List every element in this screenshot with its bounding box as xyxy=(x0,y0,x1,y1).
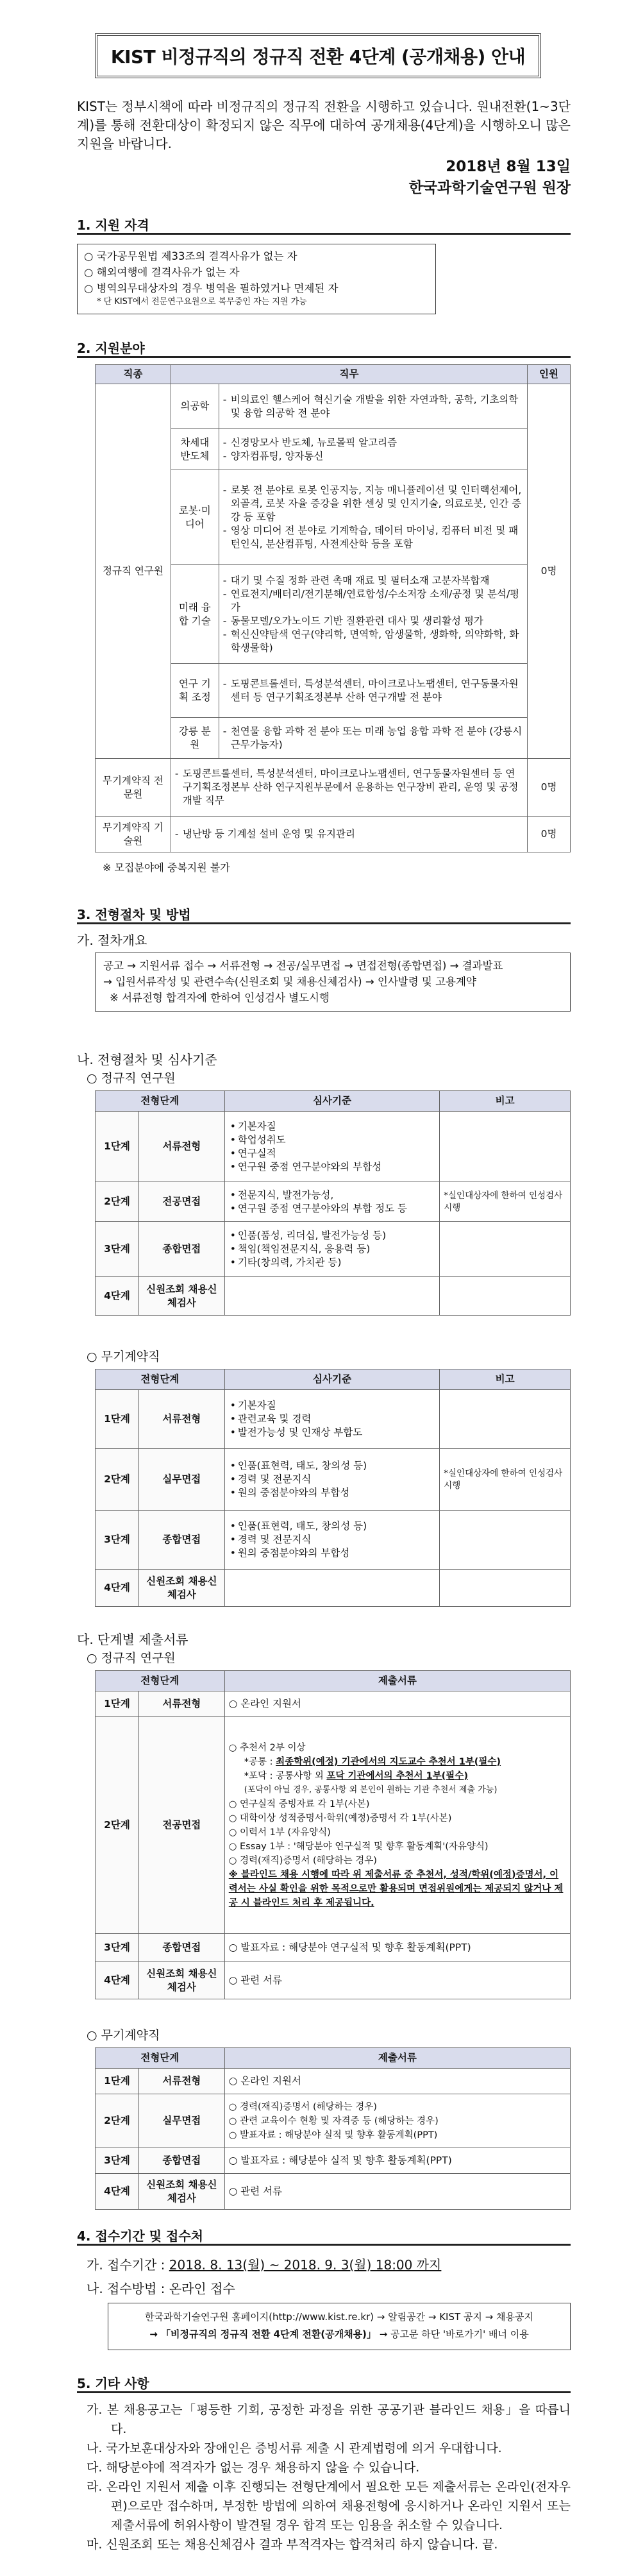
field-name: 미래 융합 기술 xyxy=(171,565,219,664)
job-tech: 무기계약직 기술원 xyxy=(96,817,171,852)
document-item: ○ 발표자료 : 해당분야 연구실적 및 향후 활동계획(PPT) xyxy=(224,1934,570,1962)
no-duplicate-note: ※ 모집분야에 중복지원 불가 xyxy=(103,861,230,874)
stage-remark: *실인대상자에 한하여 인성검사 시행 xyxy=(440,1182,571,1222)
document-item: ○ 온라인 지원서 xyxy=(224,1691,570,1717)
regular-criteria-table xyxy=(95,1090,571,1316)
document-subitem: (포닥이 아닐 경우, 공통사항 외 본인이 원하는 기관 추천서 제출 가능) xyxy=(244,1784,498,1795)
note-item: 다. 해당분야에 적격자가 없는 경우 채용하지 않을 수 있습니다. xyxy=(87,2461,420,2475)
permanent-documents-table xyxy=(95,2047,571,2210)
stage-number: 2단계 xyxy=(96,2094,139,2148)
stage-number: 4단계 xyxy=(96,2174,139,2210)
stage-name: 실무면접 xyxy=(138,2094,224,2148)
stage-number: 2단계 xyxy=(96,1449,139,1511)
section-1-heading: 1. 지원 자격 xyxy=(77,215,149,233)
criteria-item: • 학업성취도 xyxy=(229,1133,436,1147)
criteria-item: • 발전가능성 및 인재상 부합도 xyxy=(229,1426,436,1439)
criteria-item: • 책임(책임전문지식, 응용력 등) xyxy=(229,1242,436,1256)
stage-number: 3단계 xyxy=(96,1934,139,1962)
eligibility-item: ○ 병역의무대상자의 경우 병역을 필하였거나 면제된 자 xyxy=(84,282,339,294)
stage-name: 종합면접 xyxy=(138,1222,224,1277)
header-stage: 전형단계 xyxy=(96,1671,225,1691)
field-name: 연구 기획 조정 xyxy=(171,664,219,718)
document-subitem: *공통 : 최종학위(예정) 기관에서의 지도교수 추천서 1부(필수) xyxy=(244,1756,501,1767)
job-admin: 무기계약직 전문원 xyxy=(96,759,171,817)
stage-name: 전공면접 xyxy=(138,1717,224,1934)
duty-item: - 신경망모사 반도체, 뉴로몰픽 알고리즘 xyxy=(223,436,523,450)
stage-name: 서류전형 xyxy=(138,1390,224,1449)
duty-item: - 천연물 융합 과학 전 분야 또는 미래 농업 융합 과학 전 분야 (강릉시 근무가능자) xyxy=(223,725,523,752)
duty-item: - 양자컴퓨팅, 양자통신 xyxy=(223,450,523,463)
section-2-heading: 2. 지원분야 xyxy=(77,338,145,357)
permanent-criteria-table xyxy=(95,1369,571,1607)
criteria-item: • 기본자질 xyxy=(229,1399,436,1412)
eligibility-item: ○ 국가공무원법 제33조의 결격사유가 없는 자 xyxy=(84,250,297,262)
stage-name: 전공면접 xyxy=(138,1182,224,1222)
criteria-item: • 연구실적 xyxy=(229,1147,436,1160)
notice-date: 2018년 8월 13일 xyxy=(446,158,571,175)
header-criteria: 심사기준 xyxy=(224,1369,440,1390)
header-stage: 전형단계 xyxy=(96,2048,225,2069)
document-item: ○ 추천서 2부 이상 xyxy=(228,1742,306,1753)
criteria-item: • 전문지식, 발전가능성, xyxy=(229,1189,436,1202)
criteria-item: • 인품(품성, 리더십, 발전가능성 등) xyxy=(229,1229,436,1242)
other-notes xyxy=(87,2400,571,2554)
criteria-item: • 연구원 중점 연구분야와의 부합 정도 등 xyxy=(229,1202,436,1216)
duty-item: - 대기 및 수질 정화 관련 촉매 재료 및 필터소재 고분자복합재 xyxy=(223,574,523,588)
stage-number: 3단계 xyxy=(96,1511,139,1570)
eligibility-item: ○ 해외여행에 결격사유가 없는 자 xyxy=(84,266,240,278)
header-duty: 직무 xyxy=(171,365,527,384)
criteria-item: • 인품(표현력, 태도, 창의성 등) xyxy=(229,1459,436,1473)
field-name: 강릉 분원 xyxy=(171,718,219,759)
header-documents: 제출서류 xyxy=(224,2048,570,2069)
stage-number: 1단계 xyxy=(96,2069,139,2094)
header-remarks: 비고 xyxy=(440,1369,571,1390)
document-item: ○ 발표자료 : 해당분야 실적 및 향후 활동계획(PPT) xyxy=(228,2130,438,2140)
page-title: KIST 비정규직의 정규직 전환 4단계 (공개채용) 안내 xyxy=(95,33,541,78)
flow-note: ※ 서류전형 합격자에 한하여 인성검사 별도시행 xyxy=(110,992,330,1004)
stage-remark: *실인대상자에 한하여 인성검사 시행 xyxy=(440,1449,571,1511)
eligibility-box xyxy=(77,244,436,314)
document-item: ○ 관련 서류 xyxy=(224,1962,570,1999)
stage-number: 2단계 xyxy=(96,1717,139,1934)
stage-name: 신원조회 채용신체검사 xyxy=(138,1277,224,1316)
stage-number: 4단계 xyxy=(96,1962,139,1999)
header-documents: 제출서류 xyxy=(224,1671,570,1691)
stage-name: 신원조회 채용신체검사 xyxy=(138,1570,224,1607)
criteria-item: • 기본자질 xyxy=(229,1120,436,1133)
application-period: 가. 접수기간 : 2018. 8. 13(월) ~ 2018. 9. 3(월) 18:00 까지 xyxy=(87,2257,442,2273)
documents-label: 다. 단계별 제출서류 xyxy=(77,1632,188,1647)
header-job: 직종 xyxy=(96,365,171,384)
duty-item: - 냉난방 등 기계설 설비 운영 및 유지관리 xyxy=(175,827,523,841)
stage-number: 4단계 xyxy=(96,1277,139,1316)
stage-number: 1단계 xyxy=(96,1691,139,1717)
section-4-heading: 4. 접수기간 및 접수처 xyxy=(77,2226,203,2244)
criteria-item: • 경력 및 전문지식 xyxy=(229,1473,436,1486)
stage-name: 서류전형 xyxy=(138,1691,224,1717)
application-method: 나. 접수방법 : 온라인 접수 xyxy=(87,2281,235,2296)
document-item: ○ 관련 교육이수 현황 및 자격증 등 (해당하는 경우) xyxy=(228,2115,439,2126)
stage-number: 1단계 xyxy=(96,1390,139,1449)
permanent-label: ○ 무기계약직 xyxy=(87,1350,160,1364)
note-item: 마. 신원조회 또는 채용신체검사 결과 부적격자는 합격처리 하지 않습니다. 끝. xyxy=(87,2538,498,2552)
application-route-box xyxy=(108,2303,571,2350)
field-name: 차세대 반도체 xyxy=(171,429,219,470)
document-item: ○ 연구실적 증빙자료 각 1부(사본) xyxy=(228,1799,370,1809)
stage-number: 4단계 xyxy=(96,1570,139,1607)
document-item: ○ 발표자료 : 해당분야 실적 및 향후 활동계획(PPT) xyxy=(224,2148,570,2174)
criteria-item: • 경력 및 전문지식 xyxy=(229,1533,436,1546)
stage-number: 3단계 xyxy=(96,1222,139,1277)
stage-number: 3단계 xyxy=(96,2148,139,2174)
stage-name: 실무면접 xyxy=(138,1449,224,1511)
blind-hiring-note: ※ 블라인드 채용 시행에 따라 위 제출서류 중 추천서, 성적/학위(예정)증명서, 이력서는 사실 확인을 위한 목적으로만 활용되며 면접위원에게는 제공되지 않거나 제공 시 블라인드 처리 후 제공됩니다. xyxy=(228,1869,564,1908)
permanent-docs-label: ○ 무기계약직 xyxy=(87,2028,160,2042)
header-stage: 전형단계 xyxy=(96,1369,225,1390)
duty-item: - 영상 미디어 전 분야로 기계학습, 데이터 마이닝, 컴퓨터 비전 및 패턴인식, 분산컴퓨팅, 사전계산학 등을 포함 xyxy=(223,524,523,551)
route-line: → 「비정규직의 정규직 전환 4단계 전환(공개채용)」 → 공고문 하단 '바로가기' 배너 이용 xyxy=(149,2328,529,2340)
stage-name: 종합면접 xyxy=(138,1511,224,1570)
count-regular: 0명 xyxy=(528,384,571,759)
stage-name: 서류전형 xyxy=(138,1112,224,1182)
duty-item: - 혁신신약탐색 연구(약리학, 면역학, 암생물학, 생화학, 의약화학, 화학생물학) xyxy=(223,628,523,655)
stage-name: 종합면접 xyxy=(138,2148,224,2174)
organization-name: 한국과학기술연구원 원장 xyxy=(408,180,571,196)
flow-line: 공고 → 지원서류 접수 → 서류전형 → 전공/실무면접 → 면접전형(종합면접) → 결과발표 xyxy=(103,960,503,972)
document-item: ○ 경력(재직)증명서 (해당하는 경우) xyxy=(228,2101,377,2112)
document-item: ○ 관련 서류 xyxy=(224,2174,570,2210)
signature-block xyxy=(409,157,571,199)
field-name: 로봇·미디어 xyxy=(171,470,219,565)
duty-item: - 비의료인 헬스케어 혁신기술 개발을 위한 자연과학, 공학, 기초의학 및 융합 의공학 전 분야 xyxy=(223,393,523,420)
header-remarks: 비고 xyxy=(440,1091,571,1112)
intro-paragraph: KIST는 정부시책에 따라 비정규직의 정규직 전환을 시행하고 있습니다. 원내전환(1~3단계)를 통해 전환대상이 확정되지 않은 직무에 대하여 공개채용(4단계)을 시행하오니 많은 지원을 바랍니다. xyxy=(77,99,571,151)
document-item: ○ 대학이상 성적증명서·학위(예정)증명서 각 1부(사본) xyxy=(228,1813,452,1824)
document-subitem: *포닥 : 공통사항 외 포닥 기관에서의 추천서 1부(필수) xyxy=(244,1770,468,1781)
stage-number: 2단계 xyxy=(96,1182,139,1222)
field-name: 의공학 xyxy=(171,384,219,429)
duty-item: - 연료전지/배터리/전기분해/연료합성/수소저장 소재/공정 및 분석/평가 xyxy=(223,588,523,614)
regular-documents-table xyxy=(95,1670,571,1999)
document-item: ○ 경력(재직)증명서 (해당하는 경우) xyxy=(228,1855,377,1866)
stage-name: 서류전형 xyxy=(138,2069,224,2094)
duty-item: - 로봇 전 분야로 로봇 인공지능, 지능 매니퓰레이션 및 인터랙션제어, 외골격, 로봇 자율 증강을 위한 센싱 및 인지기술, 의료로봇, 인간 증강 등 포함 xyxy=(223,484,523,524)
period-value: 2018. 8. 13(월) ~ 2018. 9. 3(월) 18:00 까지 xyxy=(169,2257,442,2273)
note-item: 라. 온라인 지원서 제출 이후 진행되는 전형단계에서 필요한 모든 제출서류는 온라인(전자우편)으로만 접수하며, 부정한 방법에 의하여 채용전형에 응시하거나 온라인 지원서 또는 제출서류에 허위사항이 발견될 경우 합격 또는 임용을 취소할 수 있습니다. xyxy=(87,2480,571,2532)
criteria-item: • 관련교육 및 경력 xyxy=(229,1412,436,1426)
criteria-item: • 기타(창의력, 가치관 등) xyxy=(229,1256,436,1269)
criteria-item: • 원의 중점분야와의 부합성 xyxy=(229,1546,436,1560)
header-count: 인원 xyxy=(528,365,571,384)
eligibility-note: * 단 KIST에서 전문연구요원으로 복무중인 자는 지원 가능 xyxy=(97,297,307,307)
stage-name: 신원조회 채용신체검사 xyxy=(138,2174,224,2210)
job-regular-researcher: 정규직 연구원 xyxy=(96,384,171,759)
document-item: ○ Essay 1부 : '해당분야 연구실적 및 향후 활동계획'(자유양식) xyxy=(228,1841,489,1852)
flow-line: → 입원서류작성 및 관련수속(신원조회 및 채용신체검사) → 인사발령 및 고용계약 xyxy=(103,976,476,988)
route-line: 한국과학기술연구원 홈페이지(http://www.kist.re.kr) → 알림공간 → KIST 공지 → 채용공지 xyxy=(145,2311,533,2323)
criteria-item: • 인품(표현력, 태도, 창의성 등) xyxy=(229,1520,436,1533)
procedure-flow-box xyxy=(95,953,571,1012)
stage-name: 종합면접 xyxy=(138,1934,224,1962)
document-item: ○ 온라인 지원서 xyxy=(224,2069,570,2094)
criteria-item: • 연구원 중점 연구분야와의 부합성 xyxy=(229,1160,436,1174)
stage-name: 신원조회 채용신체검사 xyxy=(138,1962,224,1999)
stage-number: 1단계 xyxy=(96,1112,139,1182)
count-admin: 0명 xyxy=(528,759,571,817)
section-3-heading: 3. 전형절차 및 방법 xyxy=(77,904,191,923)
regular-docs-label: ○ 정규직 연구원 xyxy=(87,1651,176,1665)
duty-item: - 동물모델/오가노이드 기반 질환관련 대사 및 생리활성 평가 xyxy=(223,614,523,628)
header-criteria: 심사기준 xyxy=(224,1091,440,1112)
recruitment-fields-table xyxy=(95,364,571,852)
note-item: 나. 국가보훈대상자와 장애인은 증빙서류 제출 시 관계법령에 의거 우대합니다. xyxy=(87,2441,502,2455)
note-item: 가. 본 채용공고는「평등한 기회, 공정한 과정을 위한 공공기관 블라인드 채용」을 따릅니다. xyxy=(87,2403,571,2436)
duty-item: - 도핑콘트롤센터, 특성분석센터, 마이크로나노팹센터, 연구동물자원센터 등 연구기획조정본부 산하 연구지원부문에서 운용하는 연구장비 관리, 운영 및 공정개발 직무 xyxy=(175,767,523,808)
header-stage: 전형단계 xyxy=(96,1091,225,1112)
regular-label: ○ 정규직 연구원 xyxy=(87,1071,176,1085)
section-5-heading: 5. 기타 사항 xyxy=(77,2373,149,2392)
procedure-overview-label: 가. 절차개요 xyxy=(77,933,147,948)
duty-item: - 도핑콘트롤센터, 특성분석센터, 마이크로나노팹센터, 연구동물자원센터 등 연구기획조정본부 산하 연구개발 전 분야 xyxy=(223,677,523,704)
document-item: ○ 이력서 1부 (자유양식) xyxy=(228,1827,331,1838)
criteria-label: 나. 전형절차 및 심사기준 xyxy=(77,1052,217,1067)
criteria-item: • 원의 중점분야와의 부합성 xyxy=(229,1486,436,1500)
count-tech: 0명 xyxy=(528,817,571,852)
